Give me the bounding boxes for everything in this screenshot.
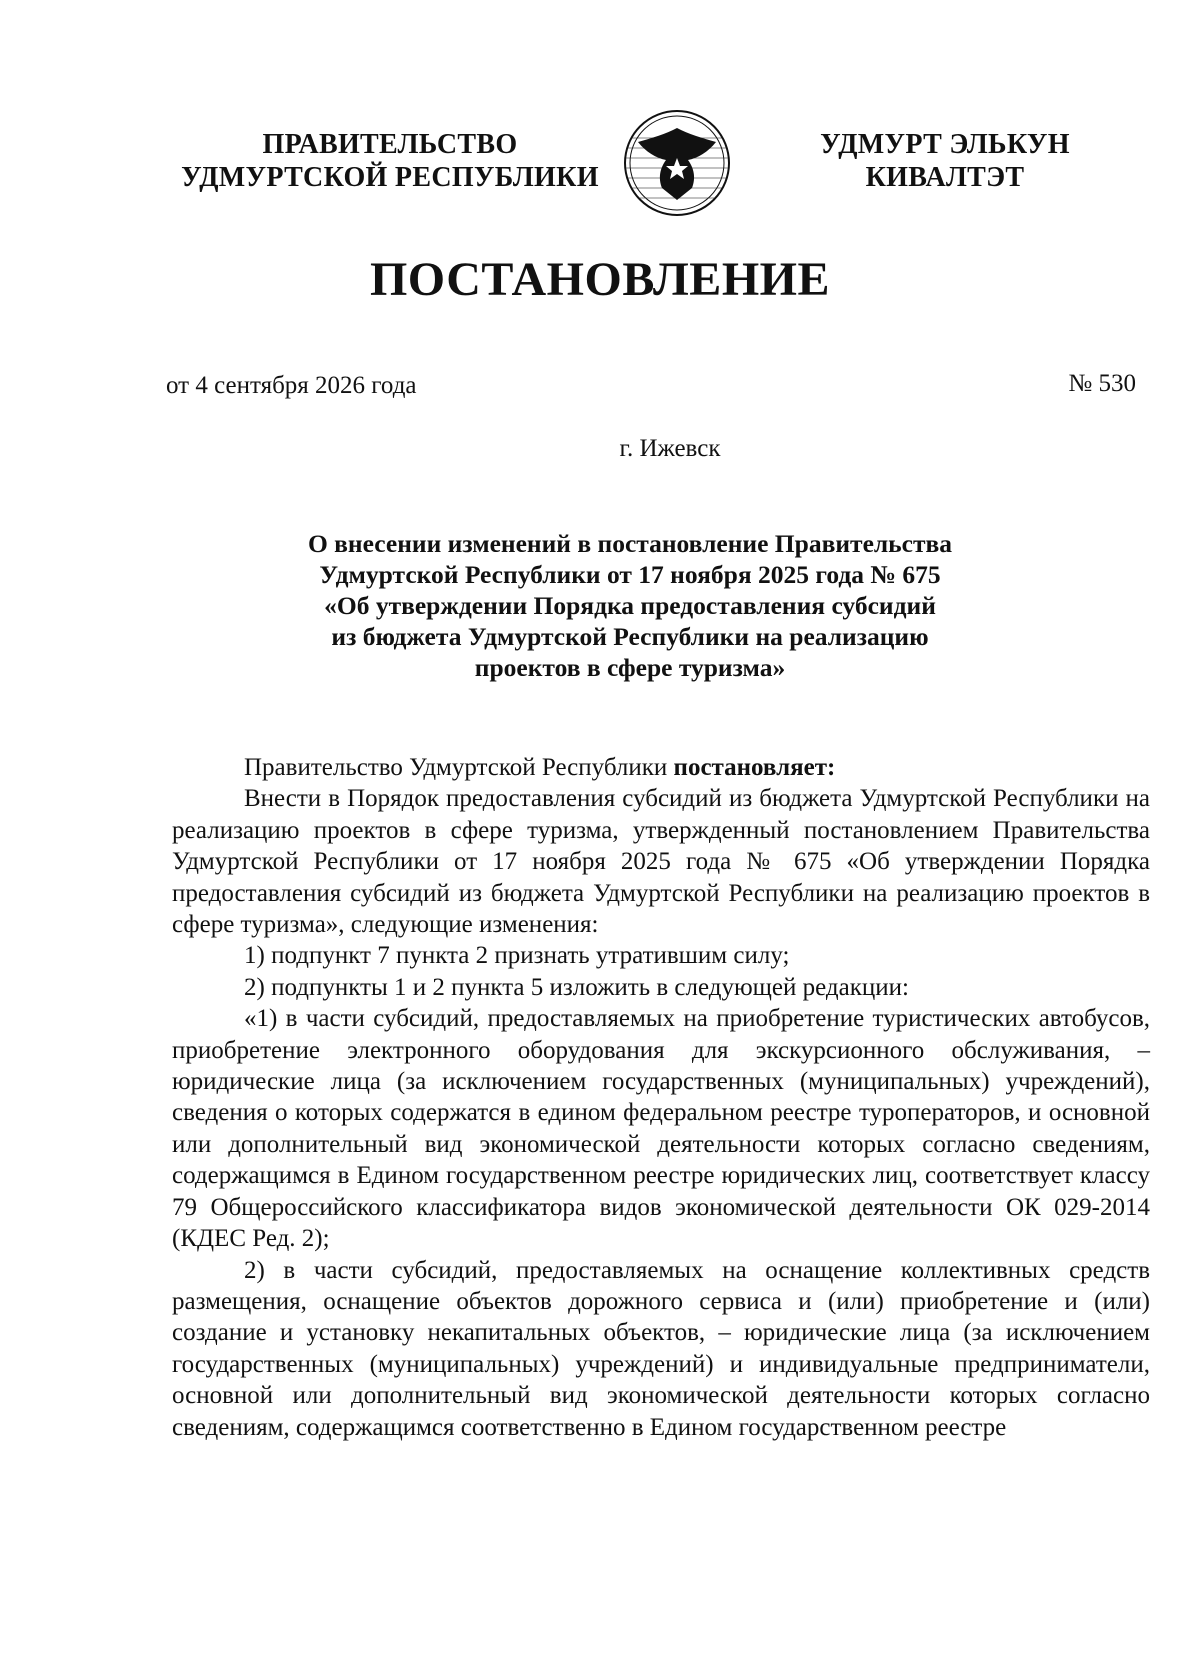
- body-paragraph: Внести в Порядок предоставления субсидий из бюджета Удмуртской Республики на реализацию проектов в сфере туризма, утвержденный постановлением Правительства Удмуртской Республики от 17 ноября 2025 года № 675 «Об утверждении Порядка предоставления субсидий из бюджета Удмуртской Республики на реализацию проектов в сфере туризма», следующие изменения:: [172, 785, 1150, 939]
- header-right-line2: КИВАЛТЭТ: [865, 162, 1025, 193]
- header-government-udm: [800, 128, 1090, 194]
- intro-decree-word: постановляет:: [673, 754, 836, 781]
- subject-line: из бюджета Удмуртской Республики на реализацию: [331, 622, 929, 651]
- body-paragraph: 1) подпункт 7 пункта 2 признать утратившим силу;: [244, 942, 790, 970]
- header-government-ru: [165, 128, 615, 194]
- header-right-line1: УДМУРТ ЭЛЬКУН: [820, 129, 1070, 160]
- subject-line: проектов в сфере туризма»: [474, 653, 786, 682]
- header-left-line1: ПРАВИТЕЛЬСТВО: [262, 129, 518, 160]
- body-paragraph: «1) в части субсидий, предоставляемых на приобретение туристических автобусов, приобретение электронного оборудования для экскурсионного обслуживания, – юридические лица (за исключением государственных (муниципальных) учреждений), сведения о которых содержатся в едином федеральном реестре туроператоров, и основной или дополнительный вид экономической деятельности которых согласно сведениям, содержащимся в Едином государственном реестре юридических лиц, соответствует классу 79 Общероссийского классификатора видов экономической деятельности ОК 029-2014 (КДЕС Ред. 2);: [172, 1005, 1150, 1253]
- document-body: [172, 752, 1150, 1443]
- body-paragraph: 2) в части субсидий, предоставляемых на оснащение коллективных средств размещения, оснащение объектов дорожного сервиса и (или) приобретение и (или) создание и установку некапитальных объектов, – юридические лица (за исключением государственных (муниципальных) учреждений) и индивидуальные предприниматели, основной или дополнительный вид экономической деятельности которых согласно сведениям, содержащимся соответственно в Едином государственном реестре: [172, 1256, 1150, 1441]
- document-city: г. Ижевск: [619, 435, 721, 462]
- document-type-title: ПОСТАНОВЛЕНИЕ: [369, 253, 831, 306]
- subject-line: О внесении изменений в постановление Правительства: [307, 529, 953, 558]
- document-number: № 530: [1068, 370, 1136, 397]
- body-paragraph: 2) подпункты 1 и 2 пункта 5 изложить в следующей редакции:: [244, 973, 909, 1001]
- document-date: от 4 сентября 2026 года: [166, 372, 417, 399]
- subject-line: Удмуртской Республики от 17 ноября 2025 года № 675: [319, 560, 941, 589]
- document-subject: [250, 528, 1010, 683]
- intro-text: Правительство Удмуртской Республики: [244, 754, 674, 781]
- udmurt-coat-of-arms-icon: [622, 108, 732, 218]
- subject-line: «Об утверждении Порядка предоставления субсидий: [324, 591, 936, 620]
- body-intro: [172, 752, 1150, 783]
- header-left-line2: УДМУРТСКОЙ РЕСПУБЛИКИ: [181, 162, 599, 193]
